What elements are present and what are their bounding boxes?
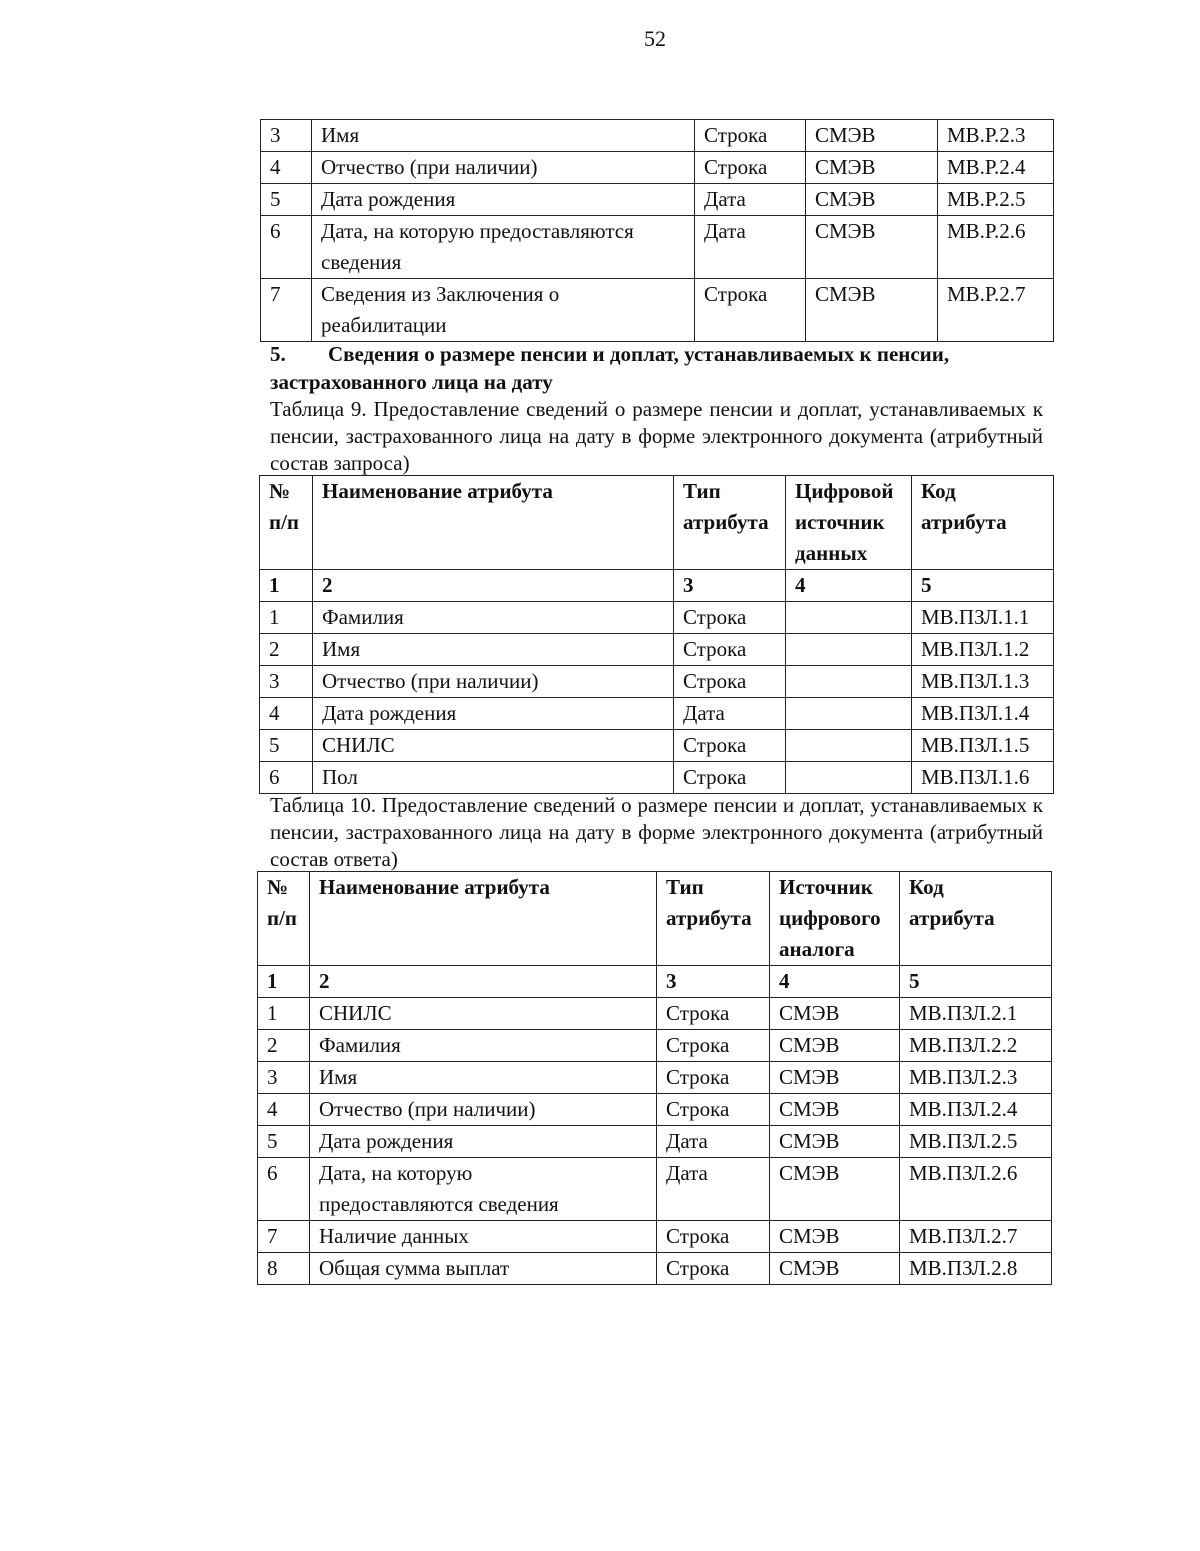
cell-attribute-name: Дата, на которую предоставляются сведения [312,216,695,279]
cell-attribute-type: Дата [657,1158,770,1221]
cell-number: 5 [261,184,312,216]
cell-attribute-code: МВ.Р.2.3 [938,120,1054,152]
cell-source [786,730,912,762]
cell-number: 4 [261,152,312,184]
table-row [258,1030,1052,1062]
cell-attribute-code: МВ.ПЗЛ.2.8 [900,1253,1052,1285]
table-row [258,1094,1052,1126]
table-9-caption: Таблица 9. Предоставление сведений о размере пенсии и доплат, устанавливаемых к пенсии, застрахованного лица на дату в форме электронного документа (атрибутный состав запроса) [270,397,1043,475]
cell-attribute-type: Строка [674,634,786,666]
cell-attribute-type: Строка [674,730,786,762]
cell-source: СМЭВ [806,120,938,152]
cell-attribute-code: МВ.ПЗЛ.2.1 [900,998,1052,1030]
cell-source [786,602,912,634]
cell-attribute-code: МВ.ПЗЛ.2.6 [900,1158,1052,1221]
cell-attribute-type: Дата [674,698,786,730]
cell-number: 6 [261,216,312,279]
table-row [260,730,1054,762]
cell-source [786,698,912,730]
column-number: 5 [912,570,1054,602]
section-title: Сведения о размере пенсии и доплат, устанавливаемых к пенсии, застрахованного лица на дату [270,342,950,394]
cell-attribute-name: Дата рождения [313,698,674,730]
cell-source: СМЭВ [806,184,938,216]
cell-attribute-type: Строка [657,1221,770,1253]
column-number-row [258,966,1052,998]
cell-number: 8 [258,1253,310,1285]
table-row [258,1158,1052,1221]
table-10-caption: Таблица 10. Предоставление сведений о размере пенсии и доплат, устанавливаемых к пенсии, застрахованного лица на дату в форме электронного документа (атрибутный состав ответа) [270,793,1043,871]
cell-source [786,666,912,698]
table-row [258,1126,1052,1158]
column-number: 1 [258,966,310,998]
cell-number: 7 [261,279,312,342]
header-attribute-code: Код атрибута [900,872,1052,966]
cell-attribute-name: Имя [312,120,695,152]
table-row [260,698,1054,730]
cell-source: СМЭВ [770,1030,900,1062]
header-attribute-type: Тип атрибута [657,872,770,966]
table-row [260,634,1054,666]
cell-attribute-code: МВ.Р.2.7 [938,279,1054,342]
cell-attribute-code: МВ.ПЗЛ.2.7 [900,1221,1052,1253]
table-row [261,184,1054,216]
table-9 [259,475,1054,794]
cell-attribute-code: МВ.ПЗЛ.2.3 [900,1062,1052,1094]
cell-attribute-name: Отчество (при наличии) [310,1094,657,1126]
cell-source: СМЭВ [770,1126,900,1158]
cell-attribute-name: Фамилия [313,602,674,634]
cell-number: 6 [258,1158,310,1221]
table-10 [257,871,1052,1285]
cell-number: 1 [258,998,310,1030]
cell-attribute-name: Пол [313,762,674,794]
cell-attribute-name: Дата рождения [312,184,695,216]
cell-attribute-code: МВ.ПЗЛ.1.1 [912,602,1054,634]
cell-attribute-code: МВ.Р.2.6 [938,216,1054,279]
column-number-row [260,570,1054,602]
cell-attribute-code: МВ.ПЗЛ.1.5 [912,730,1054,762]
table-row [261,152,1054,184]
cell-number: 4 [258,1094,310,1126]
table-row [260,762,1054,794]
page-number: 52 [644,26,666,51]
table-row [261,120,1054,152]
cell-attribute-name: Имя [313,634,674,666]
column-number: 5 [900,966,1052,998]
column-number: 4 [786,570,912,602]
cell-number: 1 [260,602,313,634]
section-heading [270,340,1055,396]
column-number: 4 [770,966,900,998]
header-number: № п/п [258,872,310,966]
cell-attribute-name: Отчество (при наличии) [313,666,674,698]
cell-attribute-type: Строка [657,1062,770,1094]
table-row [260,602,1054,634]
table-row [261,216,1054,279]
table-header-row [260,476,1054,570]
section-number: 5. [270,342,286,366]
cell-number: 5 [258,1126,310,1158]
cell-source: СМЭВ [770,1253,900,1285]
cell-number: 5 [260,730,313,762]
cell-number: 4 [260,698,313,730]
cell-attribute-name: Наличие данных [310,1221,657,1253]
cell-source: СМЭВ [806,216,938,279]
cell-source: СМЭВ [770,998,900,1030]
cell-attribute-code: МВ.ПЗЛ.1.6 [912,762,1054,794]
cell-attribute-code: МВ.ПЗЛ.2.5 [900,1126,1052,1158]
cell-attribute-code: МВ.ПЗЛ.1.3 [912,666,1054,698]
cell-attribute-name: Имя [310,1062,657,1094]
table-row [258,1253,1052,1285]
cell-source: СМЭВ [770,1221,900,1253]
cell-source: СМЭВ [806,152,938,184]
cell-attribute-type: Строка [674,762,786,794]
table-row [260,666,1054,698]
cell-attribute-name: Сведения из Заключения о реабилитации [312,279,695,342]
cell-source [786,634,912,666]
cell-attribute-name: Общая сумма выплат [310,1253,657,1285]
table-row [258,1062,1052,1094]
header-number: № п/п [260,476,313,570]
cell-attribute-type: Строка [657,1030,770,1062]
table-header-row [258,872,1052,966]
cell-attribute-type: Строка [695,152,806,184]
cell-number: 2 [258,1030,310,1062]
header-data-source: Источник цифрового аналога [770,872,900,966]
cell-source: СМЭВ [770,1062,900,1094]
header-attribute-name: Наименование атрибута [310,872,657,966]
cell-attribute-type: Строка [674,602,786,634]
header-data-source: Цифровой источник данных [786,476,912,570]
header-attribute-name: Наименование атрибута [313,476,674,570]
cell-attribute-name: СНИЛС [310,998,657,1030]
cell-number: 6 [260,762,313,794]
column-number: 3 [674,570,786,602]
cell-attribute-type: Дата [695,216,806,279]
cell-attribute-code: МВ.Р.2.5 [938,184,1054,216]
table-row [258,1221,1052,1253]
column-number: 1 [260,570,313,602]
cell-attribute-code: МВ.ПЗЛ.2.2 [900,1030,1052,1062]
column-number: 3 [657,966,770,998]
cell-attribute-type: Строка [657,1253,770,1285]
cell-number: 3 [260,666,313,698]
header-attribute-code: Код атрибута [912,476,1054,570]
cell-attribute-name: Отчество (при наличии) [312,152,695,184]
cell-attribute-type: Строка [695,120,806,152]
cell-attribute-code: МВ.Р.2.4 [938,152,1054,184]
cell-attribute-code: МВ.ПЗЛ.2.4 [900,1094,1052,1126]
cell-source [786,762,912,794]
table-row [261,279,1054,342]
cell-attribute-type: Строка [695,279,806,342]
cell-attribute-type: Дата [695,184,806,216]
cell-attribute-code: МВ.ПЗЛ.1.4 [912,698,1054,730]
cell-source: СМЭВ [770,1094,900,1126]
cell-attribute-type: Дата [657,1126,770,1158]
cell-number: 3 [258,1062,310,1094]
table-row [258,998,1052,1030]
column-number: 2 [313,570,674,602]
cell-number: 7 [258,1221,310,1253]
cell-attribute-type: Строка [674,666,786,698]
cell-number: 3 [261,120,312,152]
cell-source: СМЭВ [806,279,938,342]
cell-attribute-name: Дата рождения [310,1126,657,1158]
cell-attribute-type: Строка [657,998,770,1030]
cell-attribute-code: МВ.ПЗЛ.1.2 [912,634,1054,666]
cell-source: СМЭВ [770,1158,900,1221]
table-8-continuation [260,119,1054,342]
header-attribute-type: Тип атрибута [674,476,786,570]
cell-attribute-name: Фамилия [310,1030,657,1062]
cell-number: 2 [260,634,313,666]
column-number: 2 [310,966,657,998]
cell-attribute-type: Строка [657,1094,770,1126]
cell-attribute-name: Дата, на которую предоставляются сведения [310,1158,657,1221]
cell-attribute-name: СНИЛС [313,730,674,762]
